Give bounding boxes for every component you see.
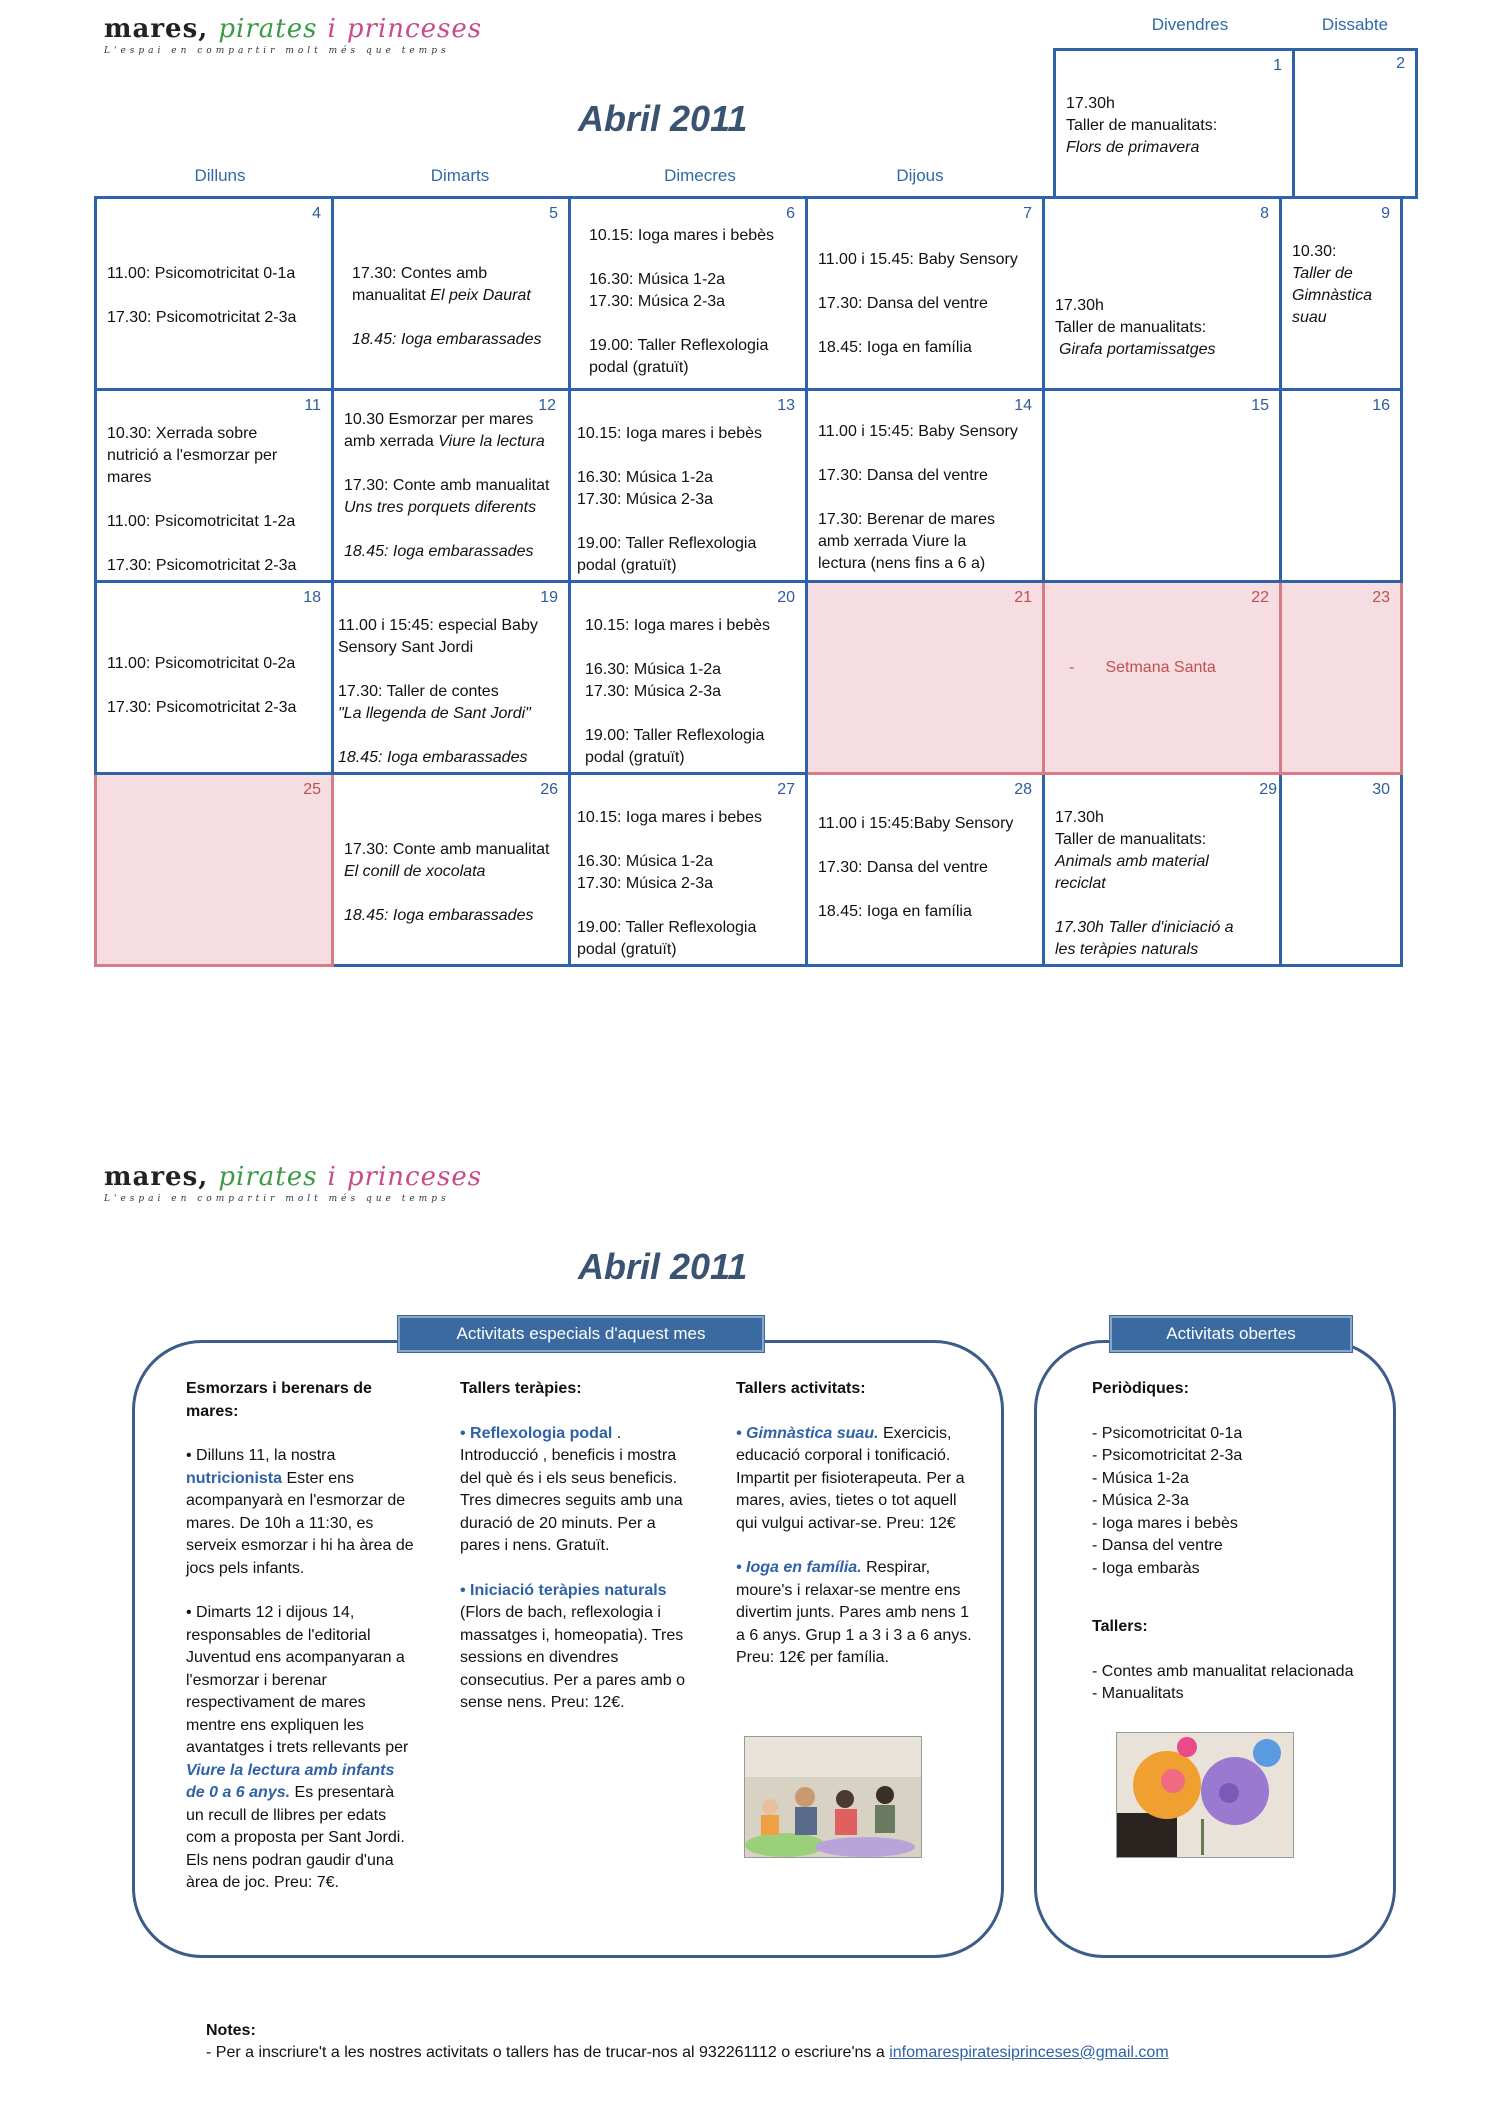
day-cell-15 xyxy=(1044,390,1281,582)
weekday-header-dimecres: Dimecres xyxy=(664,166,736,185)
event-text: Sensory Sant Jordi xyxy=(338,639,474,656)
event-text: manualitat xyxy=(352,287,426,304)
event-time: 10.30: xyxy=(1292,243,1337,260)
event-text: nutrició a l'esmorzar per xyxy=(107,447,278,464)
day-number: 13 xyxy=(777,397,795,414)
day-cell-21 xyxy=(807,582,1044,774)
day-number: 29 xyxy=(1259,781,1277,798)
list-item: - Psicomotricitat 2-3a xyxy=(1092,1447,1243,1464)
day-cell-30 xyxy=(1281,774,1402,966)
event-text: 17.30: Dansa del ventre xyxy=(818,859,988,876)
day-cell-14 xyxy=(807,390,1044,582)
day-number: 7 xyxy=(1023,205,1032,222)
list-item: - Dansa del ventre xyxy=(1092,1537,1223,1554)
day-cell-27 xyxy=(570,774,807,966)
weekday-header-divendres: Divendres xyxy=(1151,15,1229,34)
event-text: Taller de manualitats: xyxy=(1055,319,1207,336)
highlight-text: Viure la lectura amb infants de 0 a 6 anys. xyxy=(186,1761,395,1801)
event-text: 18.45: Ioga embarassades xyxy=(344,543,534,560)
event-text: 17.30: Conte amb manualitat xyxy=(344,841,550,858)
day-number: 1 xyxy=(1273,57,1282,74)
event-text: 11.00: Psicomotricitat 1-2a xyxy=(107,513,296,530)
event-title: El peix Daurat xyxy=(430,287,531,304)
day-cell-22 xyxy=(1044,582,1281,774)
event-title: suau xyxy=(1292,309,1327,326)
event-text: 11.00 i 15:45:Baby Sensory xyxy=(818,815,1014,832)
day-cell-12 xyxy=(333,390,570,582)
day-number: 14 xyxy=(1014,397,1032,414)
event-text: 10.30: Xerrada sobre xyxy=(107,425,258,442)
logo-word-princeses: princeses xyxy=(346,1162,483,1192)
day-cell-26 xyxy=(333,774,570,966)
event-text: 18.45: Ioga embarassades xyxy=(344,907,534,924)
highlight-text: nutricionista xyxy=(186,1469,283,1487)
event-text: 11.00 i 15:45: Baby Sensory xyxy=(818,423,1018,440)
day-cell-2 xyxy=(1294,50,1417,198)
event-title: Uns tres porquets diferents xyxy=(344,499,537,516)
day-number: 4 xyxy=(312,205,321,222)
day-cell-20 xyxy=(570,582,807,774)
logo-word-i: i xyxy=(327,1162,337,1192)
paper-flowers-photo xyxy=(1116,1732,1294,1858)
event-title: reciclat xyxy=(1055,875,1106,892)
event-text: 19.00: Taller Reflexologia xyxy=(589,337,769,354)
breakfast-column xyxy=(186,1378,416,1917)
event-text: 17.30: Música 2-3a xyxy=(577,875,714,892)
page2-title: Abril 2011 xyxy=(578,1246,748,1287)
event-text: 11.00: Psicomotricitat 0-1a xyxy=(107,265,296,282)
event-text: 18.45: Ioga en família xyxy=(818,903,972,920)
day-cell-28 xyxy=(807,774,1044,966)
highlight-text: • Reflexologia podal xyxy=(460,1424,613,1442)
day-cell-11 xyxy=(96,390,333,582)
special-activities-header: Activitats especials d'aquest mes xyxy=(398,1316,764,1352)
column-heading: Esmorzars i berenars de mares: xyxy=(186,1380,372,1420)
logo-tagline: L'espai en compartir molt més que temps xyxy=(104,46,450,56)
day-cell-19 xyxy=(333,582,570,774)
event-text: 17.30h Taller d'iniciació a xyxy=(1055,919,1234,936)
list-item: - Psicomotricitat 0-1a xyxy=(1092,1424,1243,1442)
event-text: les teràpies naturals xyxy=(1055,941,1199,958)
list-item: - Música 1-2a xyxy=(1092,1469,1189,1487)
event-title: Taller de xyxy=(1292,265,1353,282)
paragraph-text: • Dimarts 12 i dijous 14, responsables de l'editorial Juventud ens acompanyaran a l'esmorzar i berenar respectivament de mares mentre ens expliquen les avantatges i trets rellevants per xyxy=(186,1604,409,1756)
day-cell-1 xyxy=(1055,50,1294,198)
calendar-grid xyxy=(94,196,1403,967)
event-text: 17.30: Psicomotricitat 2-3a xyxy=(107,557,297,574)
day-number: 2 xyxy=(1396,55,1405,72)
day-number: 12 xyxy=(538,397,556,414)
event-text: Ioga embarassades xyxy=(386,749,528,766)
activity-workshops-column xyxy=(736,1378,976,1692)
paragraph-text: Exercicis, educació corporal i tonificació. Impartit per fisioterapeuta. Per a mares, avies, tietes o tot aquell qui vulgui activar-se. Preu: 12€ xyxy=(736,1424,965,1532)
paragraph-text: • Dilluns 11, la nostra xyxy=(186,1447,336,1464)
event-title: El conill de xocolata xyxy=(344,863,486,880)
notes-label: Notes: xyxy=(206,2022,256,2039)
highlight-text: • Gimnàstica suau. xyxy=(736,1424,879,1442)
event-text: 18.45: Ioga en família xyxy=(818,339,972,356)
event-time: 17.30h xyxy=(1066,95,1115,112)
list-item: - Ioga embaràs xyxy=(1092,1559,1200,1577)
event-text: 17.30: Berenar de mares xyxy=(818,511,995,528)
day-number: 22 xyxy=(1251,589,1269,606)
logo-tagline: L'espai en compartir molt més que temps xyxy=(104,1194,450,1204)
event-text: Taller de manualitats: xyxy=(1066,117,1218,134)
paragraph-text: (Flors de bach, reflexologia i massatges i, homeopatia). Tres sessions en divendres consecutius. Per a pares amb o sense nens. Preu: 12€. xyxy=(460,1604,686,1711)
event-text: 17.30: Dansa del ventre xyxy=(818,467,988,484)
logo-word-mares: mares, xyxy=(104,1162,209,1192)
event-title: "La llegenda de Sant Jordi" xyxy=(338,705,531,722)
day-number: 20 xyxy=(777,589,795,606)
event-text: mares xyxy=(107,469,152,486)
paragraph-text: Es presentarà un recull de llibres per edats com a proposta per Sant Jordi. Els nens podran gaudir d'una àrea de joc. Preu: 7€. xyxy=(186,1784,405,1891)
list-item: - Manualitats xyxy=(1092,1685,1184,1702)
calendar-first-week xyxy=(1053,48,1418,199)
day-number: 9 xyxy=(1381,205,1390,222)
day-cell-5 xyxy=(333,198,570,390)
day-cell-7 xyxy=(807,198,1044,390)
day-cell-16 xyxy=(1281,390,1402,582)
column-heading: Tallers activitats: xyxy=(736,1380,866,1397)
day-number: 23 xyxy=(1372,589,1390,606)
day-number: 25 xyxy=(303,781,321,798)
day-number: 28 xyxy=(1014,781,1032,798)
day-cell-13 xyxy=(570,390,807,582)
event-text: lectura (nens fins a 6 a) xyxy=(818,555,986,572)
notes-text: - Per a inscriure't a les nostres activitats o tallers has de trucar-nos al 932261112 o escriure'ns a xyxy=(206,2044,885,2061)
event-title: Animals amb material xyxy=(1055,853,1209,870)
logo xyxy=(104,14,482,56)
event-text: podal (gratuït) xyxy=(589,359,689,376)
day-cell-8 xyxy=(1044,198,1281,390)
event-text: 16.30: Música 1-2a xyxy=(577,469,714,486)
day-number: 16 xyxy=(1372,397,1390,414)
day-cell-29 xyxy=(1044,774,1281,966)
event-title: Viure la lectura xyxy=(438,433,545,450)
day-cell-9 xyxy=(1281,198,1402,390)
event-text: amb xerrada xyxy=(344,433,434,450)
event-text: 16.30: Música 1-2a xyxy=(577,853,714,870)
weekday-header-dissabte: Dissabte xyxy=(1321,15,1389,34)
event-text: 11.00 i 15:45: especial Baby xyxy=(338,617,538,634)
event-text: 17.30: Taller de contes xyxy=(338,683,499,700)
event-text: 11.00: Psicomotricitat 0-2a xyxy=(107,655,296,672)
day-number: 26 xyxy=(540,781,558,798)
event-text: 19.00: Taller Reflexologia xyxy=(577,919,757,936)
event-text: 19.00: Taller Reflexologia xyxy=(577,535,757,552)
logo-word-mares: mares, xyxy=(104,14,209,44)
day-cell-18 xyxy=(96,582,333,774)
day-cell-23 xyxy=(1281,582,1402,774)
day-cell-4 xyxy=(96,198,333,390)
event-text: Ioga embarassades xyxy=(400,331,542,348)
workshops-list xyxy=(1092,1661,1382,1706)
event-text: 11.00 i 15.45: Baby Sensory xyxy=(818,251,1018,268)
event-text: 10.15: Ioga mares i bebès xyxy=(589,227,775,244)
list-item: - Ioga mares i bebès xyxy=(1092,1514,1238,1532)
highlight-text: • Ioga en família. xyxy=(736,1559,862,1576)
column-heading: Tallers teràpies: xyxy=(460,1380,582,1397)
event-text: 10.30 Esmorzar per mares xyxy=(344,411,534,428)
page-title: Abril 2011 xyxy=(578,98,748,139)
event-text: 17.30: Música 2-3a xyxy=(577,491,714,508)
day-number: 6 xyxy=(786,205,795,222)
list-item: - Contes amb manualitat relacionada xyxy=(1092,1662,1354,1680)
logo-word-pirates: pirates xyxy=(218,14,318,44)
event-text: 10.15: Ioga mares i bebès xyxy=(577,425,763,442)
paragraph-text: . Introducció , beneficis i mostra del què és i els seus beneficis. Tres dimecres seguits amb una duració de 20 minuts. Per a pares i nens. Gratuït. xyxy=(460,1424,683,1554)
list-item: - Música 2-3a xyxy=(1092,1492,1189,1509)
event-text: 10.15: Ioga mares i bebès xyxy=(585,617,771,634)
event-text: podal (gratuït) xyxy=(585,749,685,766)
event-title: Gimnàstica xyxy=(1292,287,1373,304)
therapy-workshops-column xyxy=(460,1378,686,1737)
day-cell-6 xyxy=(570,198,807,390)
event-text: 17.30: Conte amb manualitat xyxy=(344,477,550,494)
paragraph-text: Ester ens acompanyarà en l'esmorzar de mares. De 10h a 11:30, es serveix esmorzar i hi ha àrea de jocs pels infants. xyxy=(186,1469,414,1577)
day-number: 30 xyxy=(1372,781,1390,798)
logo-page2 xyxy=(104,1162,482,1204)
event-text: 16.30: Música 1-2a xyxy=(589,271,726,288)
day-number: 15 xyxy=(1251,397,1269,414)
event-time: 18.45: xyxy=(352,331,397,348)
day-number: 18 xyxy=(303,589,321,606)
event-text: Taller de manualitats: xyxy=(1055,831,1207,848)
notes xyxy=(206,2020,1169,2064)
weekday-header-dijous: Dijous xyxy=(896,166,944,185)
day-number: 27 xyxy=(777,781,795,798)
column-heading: Periòdiques: xyxy=(1092,1380,1189,1397)
event-text: 17.30: Psicomotricitat 2-3a xyxy=(107,309,297,326)
open-activities-header: Activitats obertes xyxy=(1110,1316,1352,1352)
open-activities-column xyxy=(1092,1378,1382,1706)
event-time: 17.30h xyxy=(1055,297,1104,314)
logo-word-pirates: pirates xyxy=(218,1162,318,1192)
logo-word-princeses: princeses xyxy=(346,14,483,44)
logo-word-i: i xyxy=(327,14,337,44)
event-text: 17.30: Contes amb xyxy=(352,265,488,282)
day-number: 8 xyxy=(1260,205,1269,222)
event-text: amb xerrada Viure la xyxy=(818,533,967,550)
event-text: podal (gratuït) xyxy=(577,941,677,958)
day-number: 11 xyxy=(304,397,321,414)
event-text: 10.15: Ioga mares i bebes xyxy=(577,809,763,826)
event-text: 17.30: Música 2-3a xyxy=(589,293,726,310)
children-class-photo xyxy=(744,1736,922,1858)
day-number: 21 xyxy=(1014,589,1032,606)
weekday-header-dilluns: Dilluns xyxy=(194,166,246,185)
event-title: Girafa portamissatges xyxy=(1059,341,1216,358)
event-text: podal (gratuït) xyxy=(577,557,677,574)
day-number: 19 xyxy=(540,589,558,606)
event-text: 17.30: Música 2-3a xyxy=(585,683,722,700)
event-text: 19.00: Taller Reflexologia xyxy=(585,727,765,744)
holiday-label: - Setmana Santa xyxy=(1069,659,1216,676)
periodic-list xyxy=(1092,1423,1382,1581)
highlight-text: • Iniciació teràpies naturals xyxy=(460,1581,667,1599)
day-number: 5 xyxy=(549,205,558,222)
day-cell-25 xyxy=(96,774,333,966)
event-text: 16.30: Música 1-2a xyxy=(585,661,722,678)
event-text: 17.30: Dansa del ventre xyxy=(818,295,988,312)
event-time: 18.45: xyxy=(338,749,383,766)
paragraph-text: Respirar, moure's i relaxar-se mentre ens divertim junts. Pares amb nens 1 a 6 anys. Grup 1 a 3 i 3 a 6 anys. Preu: 12€ per família. xyxy=(736,1559,972,1666)
column-heading: Tallers: xyxy=(1092,1618,1148,1635)
weekday-header-dimarts: Dimarts xyxy=(430,166,490,185)
event-title: Flors de primavera xyxy=(1066,139,1200,156)
event-time: 17.30h xyxy=(1055,809,1104,826)
event-text: 17.30: Psicomotricitat 2-3a xyxy=(107,699,297,716)
email-link[interactable]: infomarespiratesiprinceses@gmail.com xyxy=(889,2044,1169,2061)
